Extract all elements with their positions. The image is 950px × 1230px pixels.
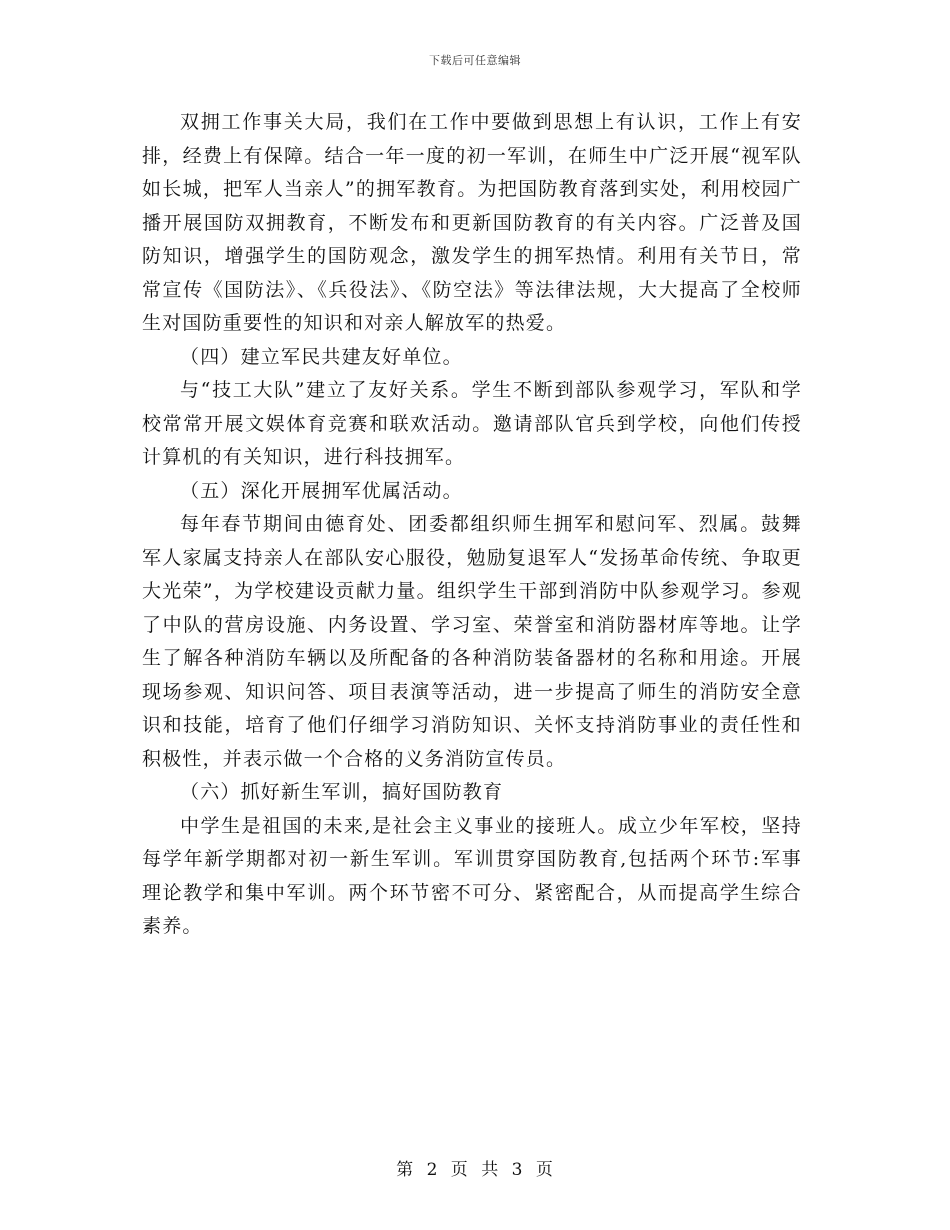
paragraph-section-5: 每年春节期间由德育处、团委都组织师生拥军和慰问军、烈属。鼓舞军人家属支持亲人在部队安心服役，勉励复退军人“发扬革命传统、争取更大光荣”，为学校建设贡献力量。组织学生干部到消防中队参观学习。参观了中队的营房设施、内务设置、学习室、荣誉室和消防器材库等地。让学生了解各种消防车辆以及所配备的各种消防装备器材的名称和用途。开展现场参观、知识问答、项目表演等活动，进一步提高了师生的消防安全意识和技能，培育了他们仔细学习消防知识、关怀支持消防事业的责任性和积极性，并表示做一个合格的义务消防宣传员。 — [142, 513, 802, 770]
header-note: 下载后可任意编辑 — [429, 54, 521, 67]
paragraph-section-4: 与“技工大队”建立了友好关系。学生不断到部队参观学习，军队和学校常常开展文娱体育竞赛和联欢活动。邀请部队官兵到学校，向他们传授计算机的有关知识，进行科技拥军。 — [142, 379, 802, 468]
page-number: 第 2 页 共 3 页 — [396, 1160, 554, 1180]
document-body — [142, 106, 802, 944]
section-heading-4: （四）建立军民共建友好单位。 — [180, 345, 463, 368]
paragraph-intro: 双拥工作事关大局，我们在工作中要做到思想上有认识，工作上有安排，经费上有保障。结合一年一度的初一军训，在师生中广泛开展“视军队如长城，把军人当亲人”的拥军教育。为把国防教育落到实处，利用校园广播开展国防双拥教育，不断发布和更新国防教育的有关内容。广泛普及国防知识，增强学生的国防观念，激发学生的拥军热情。利用有关节日，常常宣传《国防法》、《兵役法》、《防空法》等法律法规，大大提高了全校师生对国防重要性的知识和对亲人解放军的热爱。 — [142, 111, 802, 334]
section-heading-6: （六）抓好新生军训，搞好国防教育 — [180, 781, 504, 803]
section-heading-5: （五）深化开展拥军优属活动。 — [180, 479, 463, 502]
paragraph-section-6: 中学生是祖国的未来,是社会主义事业的接班人。成立少年军校，坚持每学年新学期都对初一新生军训。军训贯穿国防教育,包括两个环节:军事理论教学和集中军训。两个环节密不可分、紧密配合，从而提高学生综合素养。 — [142, 814, 802, 937]
